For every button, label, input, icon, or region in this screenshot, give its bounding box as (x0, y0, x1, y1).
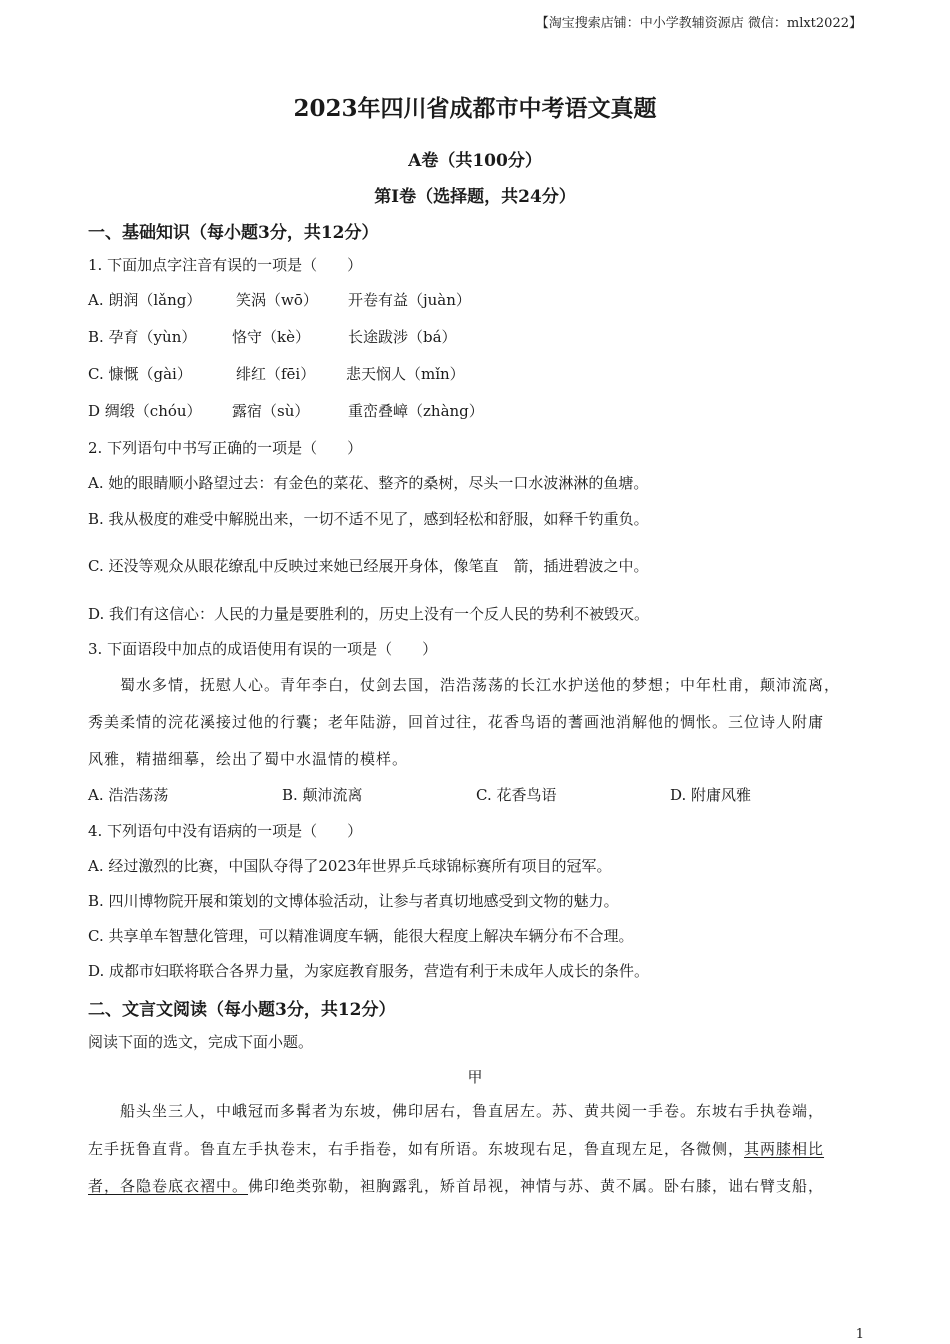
classical-line-3 (88, 1175, 824, 1196)
q1-b-1: B. 孕育（yùn） (88, 328, 197, 346)
q3-option-b: B. 颠沛流离 (282, 786, 363, 804)
q4-option-b: B. 四川博物院开展和策划的文博体验活动，让参与者真切地感受到文物的魅力。 (88, 892, 619, 910)
q4-option-a: A. 经过激烈的比赛，中国队夺得了2023年世界乒乓球锦标赛所有项目的冠军。 (88, 857, 612, 875)
page-title: 2023年四川省成都市中考语文真题 (293, 95, 657, 122)
q1-d-1: D 绸缎（chóu） (88, 402, 202, 420)
classical-line-1: 船头坐三人，中峨冠而多髯者为东坡，佛印居右，鲁直居左。苏、黄共阅一手卷。东坡右手执卷端， (88, 1102, 825, 1120)
q1-option-d (88, 400, 484, 421)
q1-a-3: 开卷有益（juàn） (348, 291, 471, 309)
q1-c-3: 悲天悯人（mǐn） (346, 365, 465, 383)
q1-option-a (88, 289, 471, 310)
part-1-heading: 第Ⅰ卷（选择题，共24分） (374, 187, 576, 207)
q3-option-a: A. 浩浩荡荡 (88, 786, 169, 804)
page-number: 1 (855, 1327, 864, 1342)
q1-a-1: A. 朗润（lǎng） (88, 291, 202, 309)
q2-stem: 2. 下列语句中书写正确的一项是（ ） (88, 439, 363, 457)
q1-c-2: 绯红（fēi） (236, 365, 316, 383)
q1-stem: 1. 下面加点字注音有误的一项是（ ） (88, 256, 363, 274)
classical-underlined-1: 其两膝相比 (744, 1140, 825, 1158)
q2-option-c: C. 还没等观众从眼花缭乱中反映过来她已经展开身体，像笔直 箭，插进碧波之中。 (88, 557, 649, 575)
classical-line-2 (88, 1138, 824, 1159)
q4-stem: 4. 下列语句中没有语病的一项是（ ） (88, 822, 363, 840)
q2-option-a: A. 她的眼睛顺小路望过去：有金色的菜花、整齐的桑树，尽头一口水波淋淋的鱼塘。 (88, 474, 649, 492)
section-1-heading: 一、基础知识（每小题3分，共12分） (88, 223, 379, 243)
q2-option-b: B. 我从极度的难受中解脱出来，一切不适不见了，感到轻松和舒服，如释千钓重负。 (88, 510, 649, 528)
q1-b-2: 恪守（kè） (232, 328, 310, 346)
section-2-heading: 二、文言文阅读（每小题3分，共12分） (88, 1000, 396, 1020)
q1-option-c (88, 363, 465, 384)
q4-option-d: D. 成都市妇联将联合各界力量，为家庭教育服务，营造有利于未成年人成长的条件。 (88, 962, 650, 980)
q3-option-d: D. 附庸风雅 (670, 786, 752, 804)
passage-jia-label: 甲 (467, 1068, 483, 1086)
q3-passage-line-1: 蜀水多情，抚慰人心。青年李白，仗剑去国，浩浩荡荡的长江水护送他的梦想；中年杜甫，颠沛流离， (88, 676, 841, 694)
q3-stem: 3. 下面语段中加点的成语使用有误的一项是（ ） (88, 640, 438, 658)
q1-b-3: 长途跋涉（bá） (348, 328, 457, 346)
q1-d-2: 露宿（sù） (232, 402, 310, 420)
q3-options (88, 784, 751, 805)
reading-intro: 阅读下面的选文，完成下面小题。 (88, 1033, 314, 1051)
classical-line-2-text: 左手抚鲁直背。鲁直左手执卷末，右手指卷，如有所语。东坡现右足，鲁直现左足，各微侧， (88, 1140, 745, 1158)
volume-a-heading: A卷（共100分） (408, 151, 542, 171)
header-note: 【淘宝搜索店铺：中小学教辅资源店 微信：mlxt2022】 (535, 16, 862, 31)
q1-d-3: 重峦叠嶂（zhàng） (348, 402, 484, 420)
q3-passage-line-3: 风雅，精描细摹，绘出了蜀中水温情的模样。 (88, 750, 409, 768)
classical-underlined-2: 者，各隐卷底衣褶中。 (88, 1177, 249, 1195)
q1-a-2: 笑涡（wō） (236, 291, 318, 309)
q3-passage-line-2: 秀美柔情的浣花溪接过他的行囊；老年陆游，回首过往，花香鸟语的蓍画池消解他的惆怅。三位诗人附庸 (88, 713, 825, 731)
q2-option-d: D. 我们有这信心：人民的力量是要胜利的，历史上没有一个反人民的势利不被毁灭。 (88, 605, 650, 623)
classical-line-3-text: 佛印绝类弥勒，袒胸露乳，矫首昂视，神情与苏、黄不属。卧右膝，诎右臂支船， (248, 1177, 825, 1195)
q1-c-1: C. 慷慨（gài） (88, 365, 192, 383)
q1-option-b (88, 326, 457, 347)
q3-option-c: C. 花香鸟语 (476, 786, 557, 804)
q4-option-c: C. 共享单车智慧化管理，可以精准调度车辆，能很大程度上解决车辆分布不合理。 (88, 927, 634, 945)
